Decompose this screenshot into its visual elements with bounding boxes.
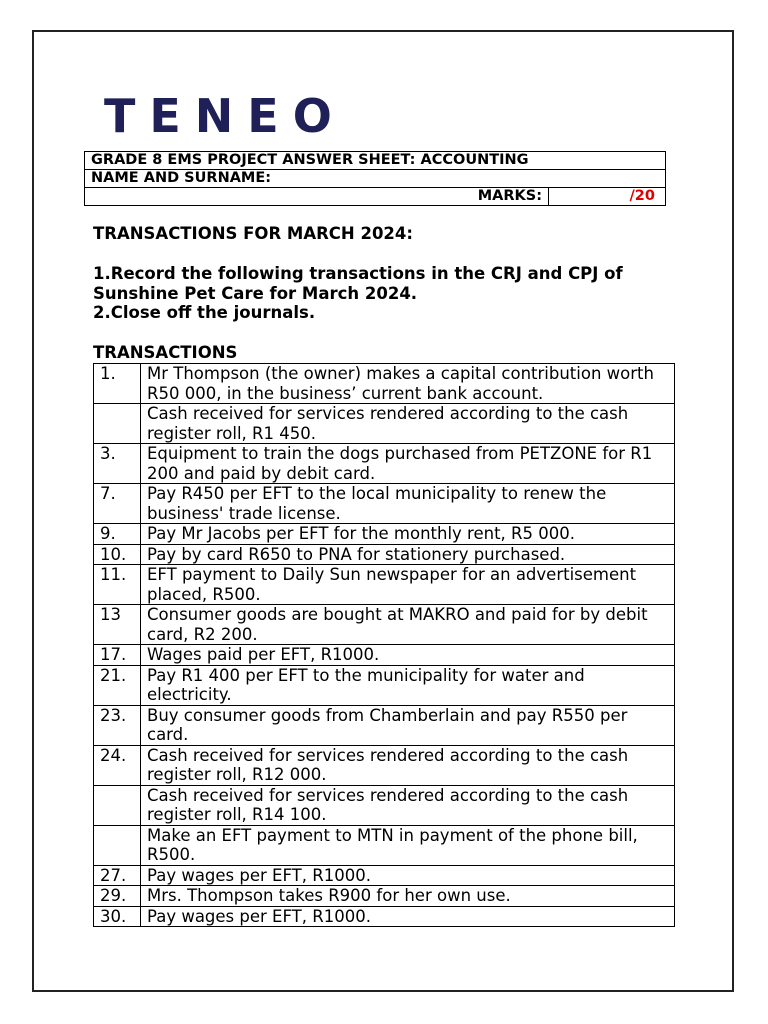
table-row bbox=[94, 484, 675, 524]
table-row bbox=[94, 825, 675, 865]
transaction-description: Pay Mr Jacobs per EFT for the monthly rent, R5 000. bbox=[141, 524, 675, 545]
transaction-date: 17. bbox=[94, 645, 141, 666]
instructions bbox=[93, 264, 693, 323]
transaction-description: Mrs. Thompson takes R900 for her own use. bbox=[141, 886, 675, 907]
transaction-description: Mr Thompson (the owner) makes a capital contribution worth R50 000, in the business’ current bank account. bbox=[141, 364, 675, 404]
transaction-description: EFT payment to Daily Sun newspaper for an advertisement placed, R500. bbox=[141, 565, 675, 605]
table-row bbox=[94, 645, 675, 666]
table-row bbox=[94, 444, 675, 484]
transaction-date: 11. bbox=[94, 565, 141, 605]
transaction-date: 21. bbox=[94, 665, 141, 705]
table-row bbox=[94, 865, 675, 886]
transaction-description: Pay R450 per EFT to the local municipality to renew the business' trade license. bbox=[141, 484, 675, 524]
transaction-description: Cash received for services rendered according to the cash register roll, R14 100. bbox=[141, 785, 675, 825]
transaction-date: 30. bbox=[94, 906, 141, 927]
instruction-1: 1.Record the following transactions in the CRJ and CPJ of Sunshine Pet Care for March 2024. bbox=[93, 264, 623, 303]
table-row bbox=[94, 544, 675, 565]
transaction-description: Pay wages per EFT, R1000. bbox=[141, 906, 675, 927]
transaction-date: 9. bbox=[94, 524, 141, 545]
marks-value: /20 bbox=[549, 188, 666, 206]
transaction-description: Consumer goods are bought at MAKRO and paid for by debit card, R2 200. bbox=[141, 605, 675, 645]
transaction-date: 1. bbox=[94, 364, 141, 404]
table-row bbox=[94, 605, 675, 645]
transaction-date: 3. bbox=[94, 444, 141, 484]
transaction-date: 24. bbox=[94, 745, 141, 785]
transaction-description: Equipment to train the dogs purchased from PETZONE for R1 200 and paid by debit card. bbox=[141, 444, 675, 484]
table-row bbox=[94, 745, 675, 785]
marks-label: MARKS: bbox=[85, 188, 549, 206]
transactions-heading: TRANSACTIONS FOR MARCH 2024: bbox=[93, 224, 413, 243]
transaction-description: Pay wages per EFT, R1000. bbox=[141, 865, 675, 886]
table-row bbox=[94, 906, 675, 927]
transaction-description: Make an EFT payment to MTN in payment of the phone bill, R500. bbox=[141, 825, 675, 865]
transaction-date: 10. bbox=[94, 544, 141, 565]
transaction-date bbox=[94, 825, 141, 865]
transaction-description: Cash received for services rendered according to the cash register roll, R1 450. bbox=[141, 404, 675, 444]
table-row bbox=[94, 364, 675, 404]
table-row bbox=[94, 665, 675, 705]
transaction-date: 7. bbox=[94, 484, 141, 524]
table-row bbox=[94, 524, 675, 545]
table-heading: TRANSACTIONS bbox=[93, 343, 238, 362]
transactions-table bbox=[93, 363, 675, 927]
transaction-date: 27. bbox=[94, 865, 141, 886]
transaction-description: Pay R1 400 per EFT to the municipality for water and electricity. bbox=[141, 665, 675, 705]
answer-sheet-header bbox=[84, 151, 666, 206]
table-row bbox=[94, 785, 675, 825]
transaction-date: 13 bbox=[94, 605, 141, 645]
sheet-title: GRADE 8 EMS PROJECT ANSWER SHEET: ACCOUNTING bbox=[85, 152, 666, 170]
table-row bbox=[94, 404, 675, 444]
transaction-description: Buy consumer goods from Chamberlain and pay R550 per card. bbox=[141, 705, 675, 745]
transaction-date: 29. bbox=[94, 886, 141, 907]
instruction-2: 2.Close off the journals. bbox=[93, 303, 316, 322]
transaction-date: 23. bbox=[94, 705, 141, 745]
transactions-body bbox=[94, 364, 675, 927]
transaction-description: Pay by card R650 to PNA for stationery purchased. bbox=[141, 544, 675, 565]
table-row bbox=[94, 565, 675, 605]
table-row bbox=[94, 705, 675, 745]
teneo-logo: TENEO bbox=[104, 89, 346, 143]
transaction-date bbox=[94, 404, 141, 444]
name-field[interactable]: NAME AND SURNAME: bbox=[85, 170, 666, 188]
transaction-description: Cash received for services rendered according to the cash register roll, R12 000. bbox=[141, 745, 675, 785]
table-row bbox=[94, 886, 675, 907]
transaction-date bbox=[94, 785, 141, 825]
transaction-description: Wages paid per EFT, R1000. bbox=[141, 645, 675, 666]
